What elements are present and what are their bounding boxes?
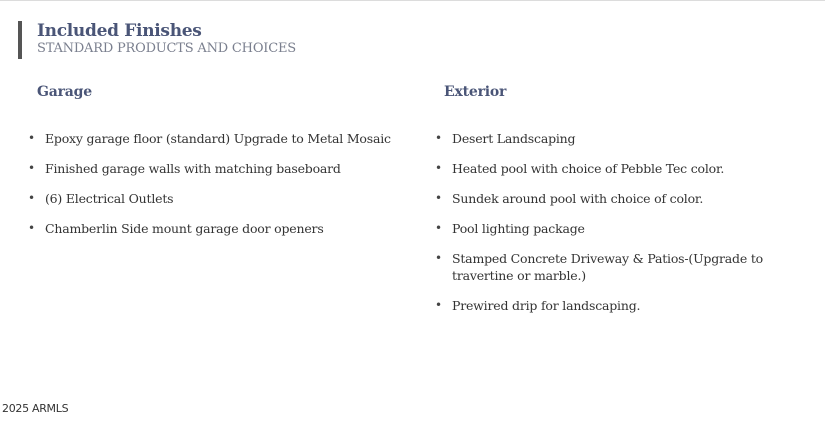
- list-item: • Desert Landscaping: [435, 131, 576, 146]
- list-item: • Chamberlin Side mount garage door openers: [28, 221, 324, 236]
- bullet-icon: •: [28, 161, 35, 175]
- section-garage: [28, 83, 397, 250]
- bullet-icon: •: [435, 251, 442, 265]
- list-item: • Sundek around pool with choice of color.: [435, 191, 704, 206]
- top-border: [0, 0, 825, 1]
- section-exterior: [435, 83, 814, 327]
- page-title: Included Finishes: [37, 21, 202, 41]
- bullet-icon: •: [28, 221, 35, 235]
- list-item: • Pool lighting package: [435, 221, 585, 236]
- bullet-icon: •: [28, 191, 35, 205]
- bullet-icon: •: [435, 131, 442, 145]
- page-header: [18, 21, 296, 59]
- section-heading-garage: Garage: [37, 84, 92, 100]
- list-item: • Heated pool with choice of Pebble Tec color.: [435, 161, 725, 176]
- page-subtitle: STANDARD PRODUCTS AND CHOICES: [37, 41, 296, 56]
- list-item: • Epoxy garage floor (standard) Upgrade to Metal Mosaic: [28, 131, 391, 146]
- list-item: • Prewired drip for landscaping.: [435, 298, 641, 313]
- bullet-icon: •: [435, 221, 442, 235]
- list-item: • Finished garage walls with matching baseboard: [28, 161, 341, 176]
- list-item: • Stamped Concrete Driveway & Patios-(Upgrade to travertine or marble.): [435, 251, 763, 283]
- exterior-items-list: [435, 130, 814, 314]
- bullet-icon: •: [435, 298, 442, 312]
- copyright-footer: 2025 ARMLS: [2, 402, 69, 415]
- section-heading-exterior: Exterior: [444, 84, 507, 100]
- bullet-icon: •: [28, 131, 35, 145]
- garage-items-list: [28, 130, 397, 237]
- bullet-icon: •: [435, 191, 442, 205]
- list-item: • (6) Electrical Outlets: [28, 191, 174, 206]
- bullet-icon: •: [435, 161, 442, 175]
